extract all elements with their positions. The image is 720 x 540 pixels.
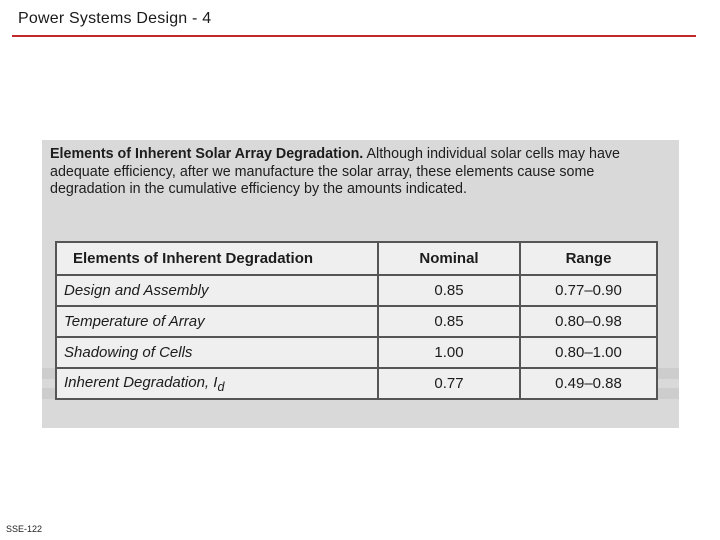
element-symbol: I xyxy=(213,373,218,391)
column-header-nominal: Nominal xyxy=(378,242,520,275)
table-row xyxy=(56,306,657,337)
nominal-cell: 0.85 xyxy=(378,275,520,306)
table-row xyxy=(56,275,657,306)
element-cell: Design and Assembly xyxy=(56,275,378,306)
element-cell xyxy=(56,368,378,399)
nominal-cell: 0.85 xyxy=(378,306,520,337)
range-cell: 0.49–0.88 xyxy=(520,368,657,399)
nominal-cell: 0.77 xyxy=(378,368,520,399)
column-header-elements: Elements of Inherent Degradation xyxy=(56,242,378,275)
element-cell: Temperature of Array xyxy=(56,306,378,337)
element-subscript: d xyxy=(217,379,225,394)
table-header-row xyxy=(56,242,657,275)
slide-footer: SSE-122 xyxy=(6,524,43,534)
range-cell: 0.77–0.90 xyxy=(520,275,657,306)
element-cell: Shadowing of Cells xyxy=(56,337,378,368)
table-row xyxy=(56,337,657,368)
caption-lead: Elements of Inherent Solar Array Degradation. xyxy=(50,146,364,162)
degradation-table xyxy=(55,241,658,400)
excerpt-caption xyxy=(50,146,670,199)
range-cell: 0.80–0.98 xyxy=(520,306,657,337)
element-label: Inherent Degradation, xyxy=(64,373,214,391)
range-cell: 0.80–1.00 xyxy=(520,337,657,368)
caption-body: Although individual solar cells may have adequate efficiency, after we manufacture the solar array, these elements cause some degradation in the cumulative efficiency by the amounts indicated. xyxy=(50,146,620,197)
title-divider xyxy=(12,35,696,37)
scanned-excerpt xyxy=(42,140,679,428)
column-header-range: Range xyxy=(520,242,657,275)
table-row xyxy=(56,368,657,399)
nominal-cell: 1.00 xyxy=(378,337,520,368)
slide-title: Power Systems Design - 4 xyxy=(18,10,212,27)
